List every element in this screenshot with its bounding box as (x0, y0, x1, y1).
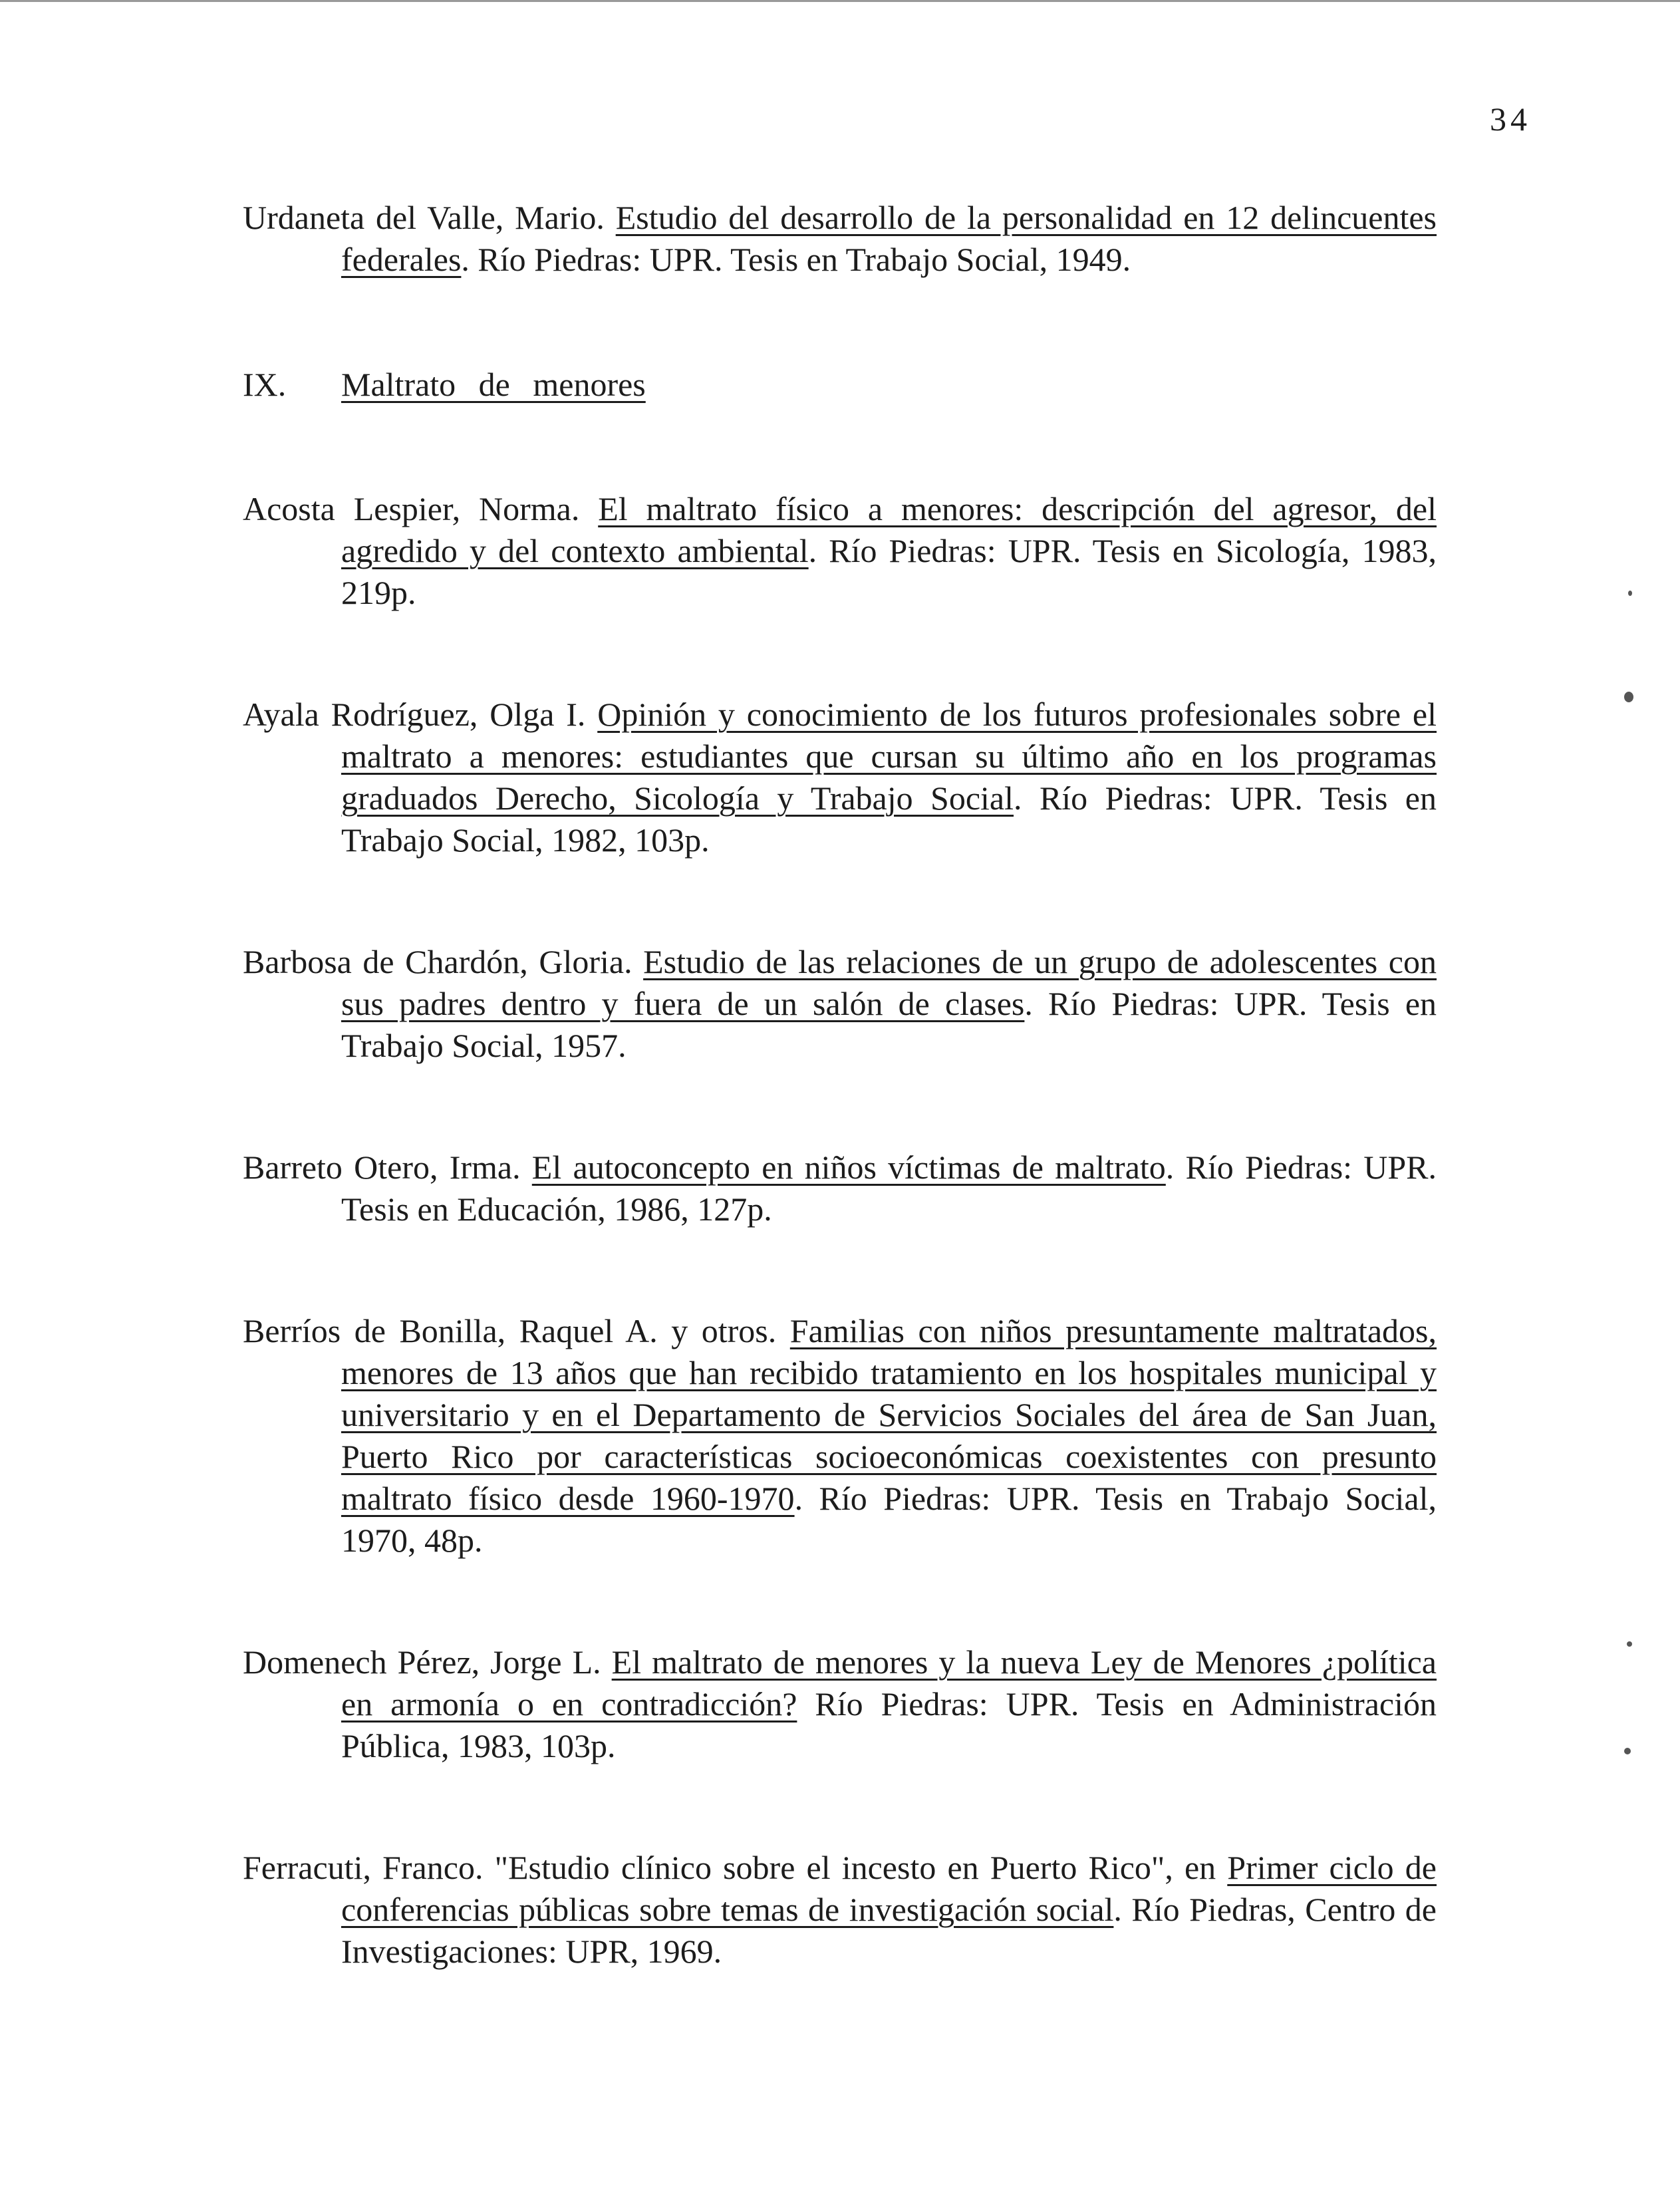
scan-speck (1627, 1641, 1632, 1647)
entry-author: Barreto Otero, Irma. (243, 1149, 532, 1186)
entry-publication: . Río Piedras: UPR. Tesis en Trabajo Social, 1982, 103p. (341, 779, 1437, 859)
entry-publication: . Río Piedras: UPR. Tesis en Trabajo Social, 1949. (461, 241, 1131, 278)
entry-publication: . Río Piedras: UPR. Tesis en Trabajo Social, 1957. (341, 985, 1437, 1064)
scan-speck (1624, 692, 1633, 702)
scan-speck (1624, 1748, 1631, 1754)
bibliography-entry (243, 197, 1437, 281)
entry-author: Barbosa de Chardón, Gloria. (243, 943, 644, 980)
entry-title: El autoconcepto en niños víctimas de maltrato (531, 1149, 1166, 1186)
bibliography-entry (243, 1641, 1437, 1767)
entry-publication: Río Piedras: UPR. Tesis en Administración Pública, 1983, 103p. (341, 1685, 1437, 1764)
bibliography-entry (243, 1847, 1437, 1973)
top-rule (0, 0, 1680, 2)
scan-speck (1628, 591, 1632, 596)
bibliography-entry (243, 1147, 1437, 1230)
section-title: Maltrato de menores (341, 366, 646, 403)
bibliography-entry (243, 1310, 1437, 1562)
entry-author: Berríos de Bonilla, Raquel A. y otros. (243, 1312, 790, 1349)
section-heading (243, 364, 1437, 406)
entry-title: Estudio de las relaciones de un grupo de adolescentes con sus padres dentro y fuera de un salón de clases (341, 943, 1437, 1022)
entry-publication: . Río Piedras: UPR. Tesis en Trabajo Social, 1970, 48p. (341, 1480, 1437, 1559)
entry-author: Acosta Lespier, Norma. (243, 490, 599, 527)
entry-title: El maltrato físico a menores: descripción del agresor, del agredido y del contexto ambiental (341, 490, 1437, 569)
entry-title: Primer ciclo de conferencias públicas sobre temas de investigación social (341, 1849, 1437, 1928)
entry-title: El maltrato de menores y la nueva Ley de Menores ¿política en armonía o en contradicción? (341, 1643, 1437, 1723)
entry-author: Ayala Rodríguez, Olga I. (243, 696, 598, 733)
entry-title: Familias con niños presuntamente maltratados, menores de 13 años que han recibido tratamiento en los hospitales municipal y universitario y en el Departamento de Servicios Sociales del área de San Juan, Puerto Rico por características socioeconómicas coexistentes con presunto maltrato físico desde 1960-1970 (341, 1312, 1437, 1517)
entry-title: Opinión y conocimiento de los futuros profesionales sobre el maltrato a menores: estudiantes que cursan su último año en los programas graduados Derecho, Sicología y Trabajo Social (341, 696, 1437, 817)
bibliography-entry (243, 941, 1437, 1067)
page-number: 34 (1490, 100, 1531, 138)
entry-publication: . Río Piedras: UPR. Tesis en Educación, 1986, 127p. (341, 1149, 1437, 1228)
entry-author: Domenech Pérez, Jorge L. (243, 1643, 612, 1681)
entry-author: Urdaneta del Valle, Mario. (243, 199, 616, 236)
bibliography-entry (243, 694, 1437, 861)
bibliography (243, 197, 1437, 2052)
entry-publication: . Río Piedras, Centro de Investigaciones: UPR, 1969. (341, 1891, 1437, 1970)
entry-publication: . Río Piedras: UPR. Tesis en Sicología, 1983, 219p. (341, 532, 1437, 611)
section-numeral: IX. (243, 366, 287, 403)
bibliography-entry (243, 488, 1437, 614)
entry-title: Estudio del desarrollo de la personalidad en 12 delincuentes federales (341, 199, 1437, 278)
entry-author: Ferracuti, Franco. "Estudio clínico sobre el incesto en Puerto Rico", en (243, 1849, 1228, 1886)
